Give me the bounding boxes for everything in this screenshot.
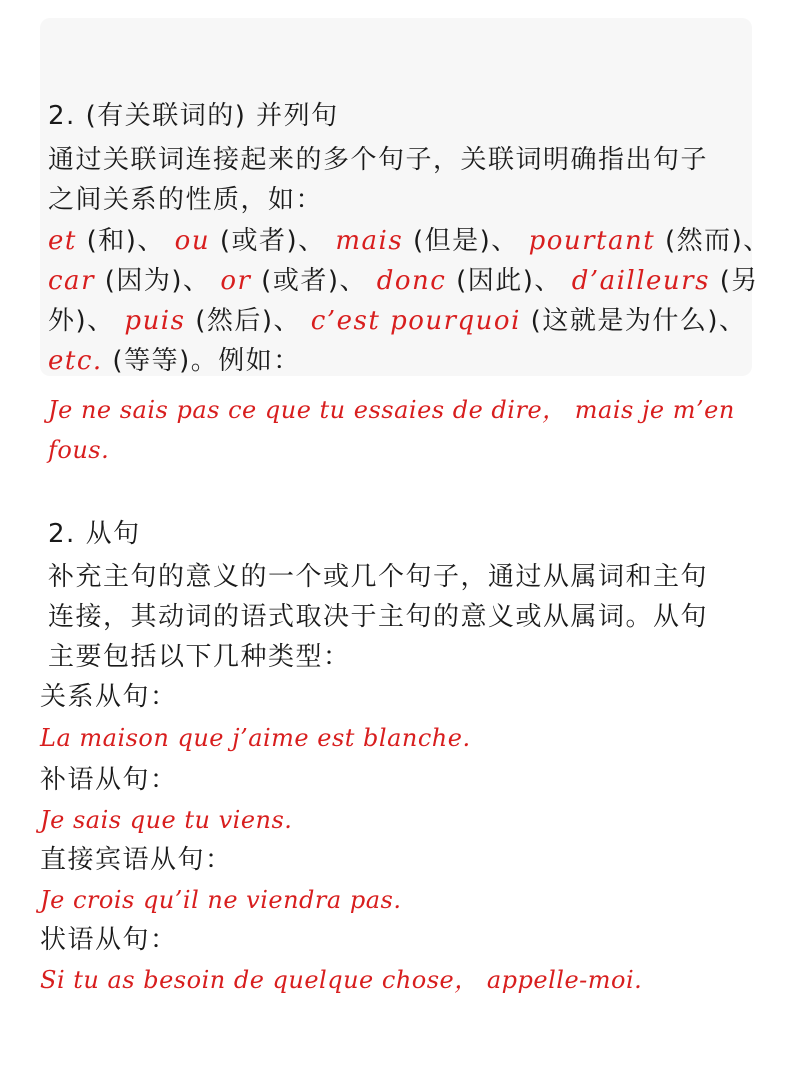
conj-zh: (等等)。例如： [102,346,301,376]
example-sentence-line1: Je ne sais pas ce que tu essaies de dire， mais je m’en [48,396,735,424]
conj-fr: d’ailleurs [571,266,710,296]
section2-desc-line1: 补充主句的意义的一个或几个句子，通过从属词和主句 [48,562,709,592]
conj-zh: (然后)、 [185,306,302,336]
clause-type-label: 直接宾语从句： [40,845,233,875]
clause-example: La maison que j’aime est blanche. [40,724,471,752]
conjunction-row-4 [48,341,301,381]
conj-fr: etc. [48,346,103,376]
clause-example: Je sais que tu viens. [40,806,293,834]
section2-heading: 2. 从句 [48,519,141,549]
example-sentence-line2: fous. [48,436,110,464]
clause-type-label: 补语从句： [40,765,178,795]
conj-fr: ou [174,226,211,256]
conj-zh: (因此)、 [446,266,562,296]
clause-type-label: 关系从句： [40,682,178,712]
conj-fr: puis [124,306,186,336]
section2-desc-line2: 连接，其动词的语式取决于主句的意义或从属词。从句 [48,602,709,632]
section1-desc-line1: 通过关联词连接起来的多个句子，关联词明确指出句子 [48,145,709,175]
conj-fr: mais [335,226,404,256]
conj-zh: (或者)、 [251,266,367,296]
conj-zh: (或者)、 [210,226,326,256]
conj-zh: (另 [709,266,759,296]
conjunction-row-2 [48,261,759,301]
conj-fr: pourtant [528,226,656,256]
conj-fr: car [48,266,95,296]
conj-zh: (这就是为什么)、 [520,306,747,336]
conj-fr: or [220,266,252,296]
section1-heading: 2. (有关联词的) 并列句 [48,101,339,131]
clause-example: Je crois qu’il ne viendra pas. [40,886,402,914]
conj-zh: (然而)、 [655,226,771,256]
section1-desc-line2: 之间关系的性质，如： [48,185,324,215]
conj-zh: (和)、 [76,226,165,256]
section2-desc-line3: 主要包括以下几种类型： [48,642,351,672]
clause-example: Si tu as besoin de quelque chose， appelle-moi. [40,966,643,994]
conj-zh: (因为)、 [95,266,211,296]
conj-fr: donc [376,266,447,296]
conj-fr: c’est pourquoi [310,306,521,336]
clause-type-label: 状语从句： [40,925,178,955]
conjunction-row-3 [48,301,746,341]
conj-zh: (但是)、 [403,226,519,256]
conj-zh: 外)、 [48,306,115,336]
conj-fr: et [48,226,77,256]
conjunction-row-1 [48,221,771,261]
